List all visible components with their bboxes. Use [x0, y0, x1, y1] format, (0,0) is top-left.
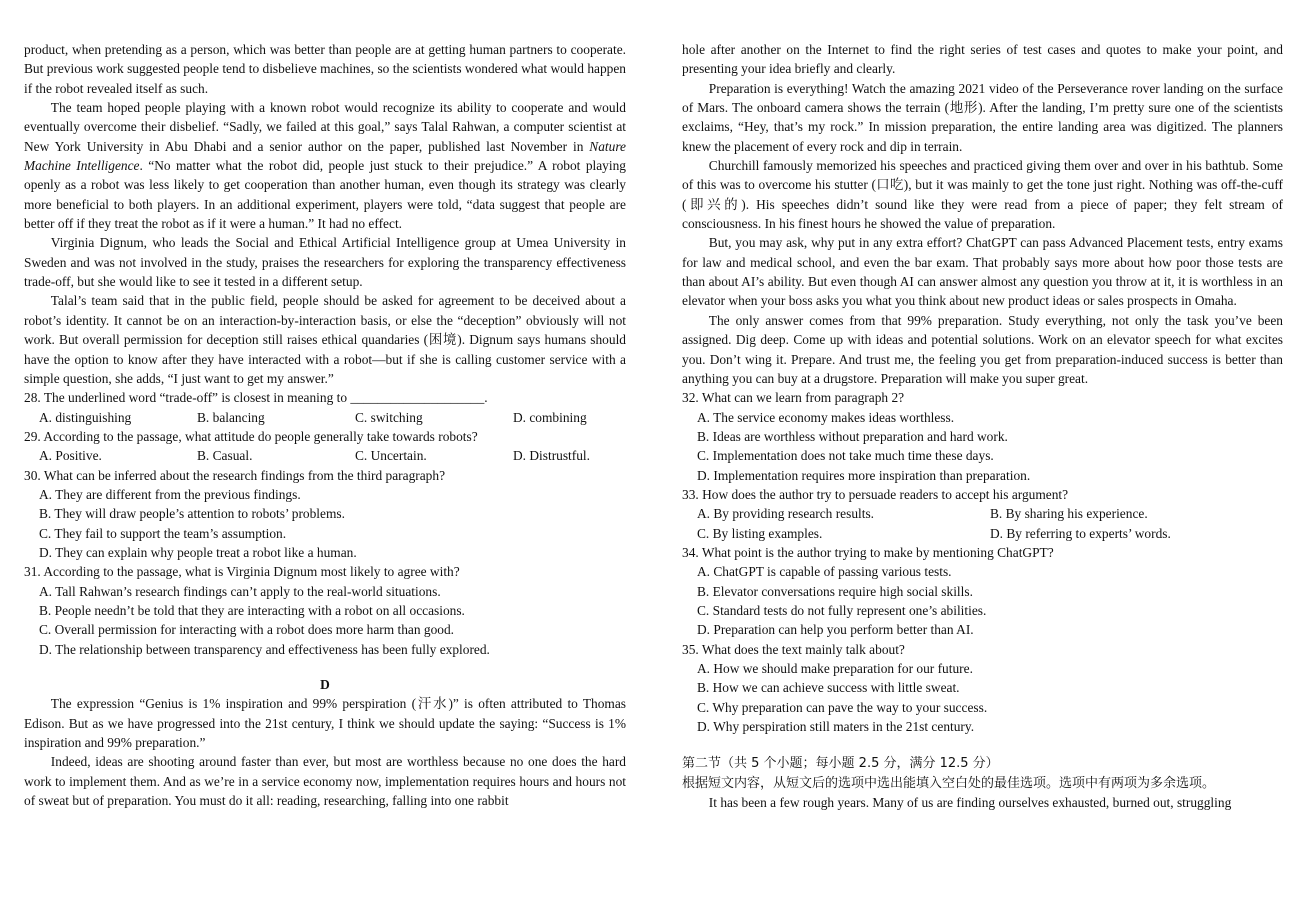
option[interactable]: C. They fail to support the team’s assumption. [39, 525, 287, 541]
option[interactable]: D. By referring to experts’ words. [990, 525, 1171, 541]
option[interactable]: D. Why perspiration still maters in the 21st century. [697, 719, 975, 735]
option[interactable]: A. They are different from the previous findings. [39, 486, 301, 502]
option[interactable]: A. Tall Rahwan’s research findings can’t apply to the real-world situations. [39, 583, 441, 599]
passage-c-paragraph: product, when pretending as a person, which was better than people are at getting human partners to cooperate. But previous work suggested people tend to disbelieve machines, so the scientists wondered what would happen if the robot revealed itself as such. [24, 42, 626, 96]
question-32: 32. What can we learn from paragraph 2? [682, 390, 905, 406]
section-two-title: 第二节（共 5 个小题；每小题 2.5 分，满分 12.5 分） [682, 756, 999, 772]
option[interactable]: B. People needn’t be told that they are interacting with a robot on all occasions. [39, 602, 465, 618]
passage-c-paragraph: Talal’s team said that in the public field, people should be asked for agreement to be deceived about a robot’s identity. It cannot be on an interaction-by-interaction basis, or else the “deception” obviously will not work. But overall permission for deception still raises ethical quandaries (困境). Dignum says humans should have the option to know after they have interacted with a robot—but if she is calling customer service with a simple question, she adds, “I just want to get my answer.” [24, 293, 626, 386]
right-column [682, 40, 1283, 812]
question-33-options-row-2 [682, 524, 1283, 543]
question-29: 29. According to the passage, what attitude do people generally take towards robots? [24, 428, 478, 444]
option[interactable]: C. Why preparation can pave the way to your success. [697, 699, 988, 715]
option[interactable]: C. Overall permission for interacting with a robot does more harm than good. [39, 622, 455, 638]
option[interactable]: C. Implementation does not take much time these days. [697, 448, 994, 464]
option[interactable]: B. By sharing his experience. [990, 506, 1148, 522]
option[interactable]: D. combining [513, 409, 587, 425]
question-33: 33. How does the author try to persuade readers to accept his argument? [682, 486, 1069, 502]
option[interactable]: C. Uncertain. [355, 448, 427, 464]
option[interactable]: A. By providing research results. [697, 506, 875, 522]
option[interactable]: C. switching [355, 409, 423, 425]
question-33-options-row-1 [682, 504, 1283, 523]
option[interactable]: D. Preparation can help you perform better than AI. [697, 622, 974, 638]
option[interactable]: A. The service economy makes ideas worthless. [697, 409, 955, 425]
section-heading-d: D [320, 677, 330, 692]
option[interactable]: B. balancing [197, 409, 265, 425]
option[interactable]: C. By listing examples. [697, 525, 823, 541]
question-34: 34. What point is the author trying to make by mentioning ChatGPT? [682, 544, 1054, 560]
option[interactable]: A. How we should make preparation for our future. [697, 661, 973, 676]
option[interactable]: B. How we can achieve success with little sweat. [697, 680, 960, 696]
question-35: 35. What does the text mainly talk about? [682, 641, 905, 657]
question-30: 30. What can be inferred about the research findings from the third paragraph? [24, 467, 446, 483]
passage-7-5-opening: It has been a few rough years. Many of us are finding ourselves exhausted, burned out, struggling [708, 795, 1232, 811]
passage-d-paragraph: Indeed, ideas are shooting around faster than ever, but most are worthless because no one does the hard work to implement them. And as we’re in a service economy now, implementation requires hours and hours not of sweat but of preparation. You must do it all: reading, researching, falling into one rabbit [24, 754, 626, 809]
passage-d-paragraph: hole after another on the Internet to find the right series of test cases and quotes to make your point, and presenting your idea briefly and clearly. [682, 42, 1283, 77]
question-29-options [24, 446, 626, 465]
option[interactable]: B. They will draw people’s attention to robots’ problems. [39, 506, 345, 522]
option[interactable]: D. Distrustful. [513, 448, 590, 464]
option[interactable]: D. Implementation requires more inspiration than preparation. [697, 467, 1031, 483]
journal-title: Nature Machine Intelligence [24, 138, 626, 174]
left-column [24, 40, 626, 810]
passage-d-paragraph: Churchill famously memorized his speeches and practiced giving them over and over in his bathtub. Some of this was to overcome his stutter (口吃), but it was mainly to get the tone just right. Nothing was off-the-cuff (即兴的). His speeches didn’t sound like they were read from a piece of paper; they felt stream of consciousness. In his finest hours he showed the value of preparation. [682, 158, 1283, 232]
passage-d-paragraph: The only answer comes from that 99% preparation. Study everything, not only the task you’ve been assigned. Dig deep. Come up with ideas and potential solutions. Work on an elevator speech for what excites you. Don’t wing it. Prepare. And trust me, the feeling you get from preparation-induced success is better than anything you can buy at a drugstore. Preparation will make you super great. [682, 312, 1283, 386]
option[interactable]: C. Standard tests do not fully represent one’s abilities. [697, 602, 987, 618]
option[interactable]: D. They can explain why people treat a robot like a human. [39, 544, 357, 560]
option[interactable]: A. Positive. [39, 448, 102, 464]
question-28-options [24, 408, 626, 427]
passage-c-paragraph: The team hoped people playing with a known robot would recognize its ability to cooperate and would eventually overcome their disbelief. “Sadly, we failed at this goal,” says Talal Rahwan, a computer scientist at New York University in Abu Dhabi and a senior author on the paper, published last November in Nature Machine Intelligence. “No matter what the robot did, people just stuck to their prejudice.” A robot playing openly as a robot was less likely to get cooperation than another human, even though its strategy was clearly more beneficial to both players. In an additional experiment, players were told, “data suggest that people are better off if they treat the robot as if it were a human.” It had no effect. [24, 100, 626, 232]
option[interactable]: A. ChatGPT is capable of passing various tests. [697, 564, 952, 580]
option[interactable]: B. Casual. [197, 448, 253, 464]
question-31: 31. According to the passage, what is Virginia Dignum most likely to agree with? [24, 564, 460, 580]
option[interactable]: B. Elevator conversations require high social skills. [697, 583, 973, 599]
option[interactable]: A. distinguishing [39, 409, 132, 425]
option[interactable]: D. The relationship between transparency and effectiveness has been fully explored. [39, 641, 490, 657]
passage-c-paragraph: Virginia Dignum, who leads the Social and Ethical Artificial Intelligence group at Umea University in Sweden and was not involved in the study, praises the researchers for exploring the transparency effectiveness trade-off, but she would like to see it tested in a different setup. [24, 235, 626, 290]
passage-d-paragraph: But, you may ask, why put in any extra effort? ChatGPT can pass Advanced Placement tests, entry exams for law and medical school, and even the bar exam. That probably says more about how poor those tests are than about AI’s ability. But even though AI can answer almost any question you throw at it, it is worthless in an elevator when your boss asks you what you think about new product ideas or sales prospects in Omaha. [682, 235, 1283, 309]
passage-d-paragraph: The expression “Genius is 1% inspiration and 99% perspiration (汗水)” is often attributed to Thomas Edison. But as we have progressed into the 21st century, I think we should update the saying: “Success is 1% inspiration and 99% preparation.” [24, 696, 626, 751]
section-two-instructions: 根据短文内容，从短文后的选项中选出能填入空白处的最佳选项。选项中有两项为多余选项。 [682, 775, 1216, 791]
option[interactable]: B. Ideas are worthless without preparation and hard work. [697, 428, 1008, 444]
passage-d-paragraph: Preparation is everything! Watch the amazing 2021 video of the Perseverance rover landing on the surface of Mars. The onboard camera shows the terrain (地形). After the landing, I’m pretty sure one of the scientists exclaims, “Hey, that’s my rock.” In mission preparation, the entire landing area was digitized. The planners knew the placement of every rock and dip in terrain. [682, 80, 1283, 154]
question-28: 28. The underlined word “trade-off” is closest in meaning to ____________________. [24, 390, 488, 406]
